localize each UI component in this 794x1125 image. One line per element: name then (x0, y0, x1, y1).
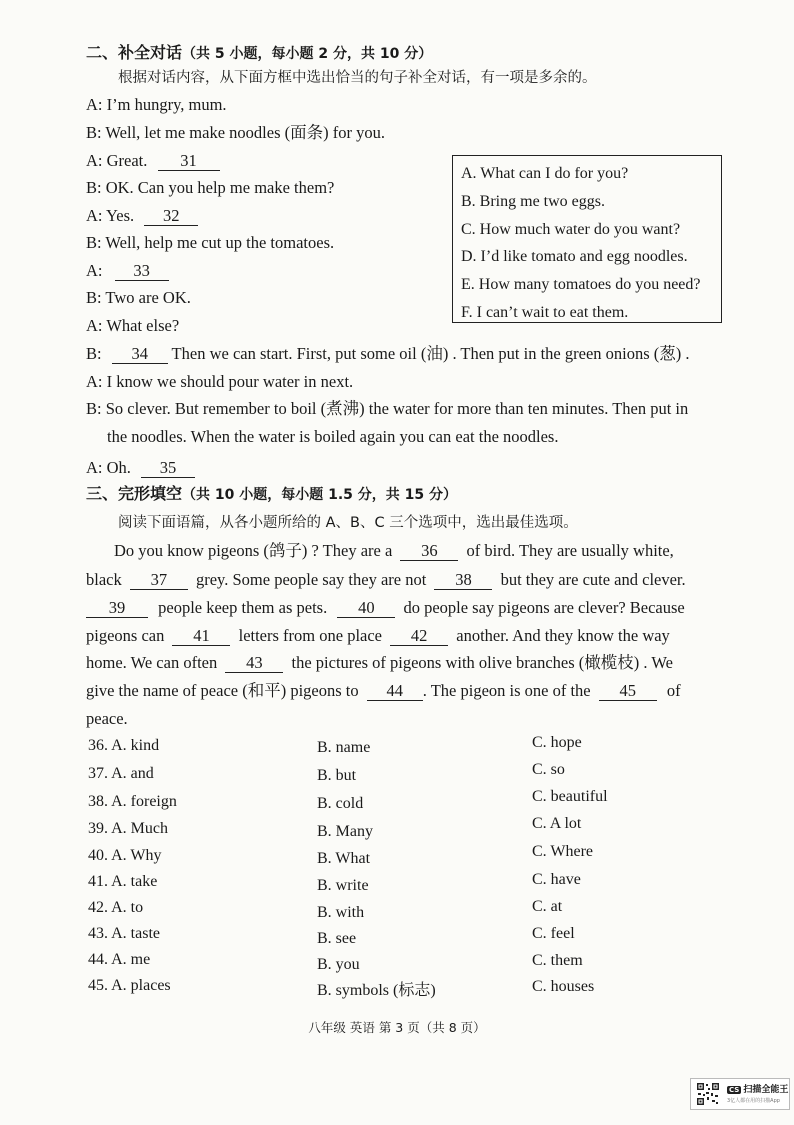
section3-head: 三、完形填空 (86, 484, 183, 503)
dialogue-text: A: Great. (86, 151, 148, 170)
answer-blank-38[interactable]: 38 (434, 571, 492, 590)
section3-note: （共 10 小题，每小题 1.5 分，共 15 分） (182, 487, 458, 503)
dialogue-text: Then we can start. First, put some oil (油) . Then put in the green onions (葱) . (171, 344, 690, 363)
question-option-a: 41. A. take (88, 873, 158, 890)
passage-text: give the name of peace (和平) pigeons to (86, 681, 359, 700)
box-option: E. How many tomatoes do you need? (461, 276, 701, 294)
question-option-c: C. so (532, 761, 565, 778)
section2-head: 二、补全对话 (86, 43, 183, 62)
answer-blank-43[interactable]: 43 (225, 654, 283, 673)
dialogue-line: B: Well, let me make noodles (面条) for you. (86, 123, 385, 142)
question-option-b: B. name (317, 739, 371, 756)
qr-code-icon (696, 1082, 720, 1106)
question-option-c: C. hope (532, 734, 582, 751)
question-option-c: C. A lot (532, 815, 582, 832)
passage-line (86, 652, 673, 674)
passage-line (114, 540, 674, 562)
dialogue-line (86, 343, 690, 365)
dialogue-line: B: Well, help me cut up the tomatoes. (86, 233, 335, 252)
scanner-title (727, 1082, 788, 1095)
answer-blank-37[interactable]: 37 (130, 571, 188, 590)
dialogue-text: A: (86, 261, 103, 280)
passage-text: people keep them as pets. (158, 598, 328, 617)
section3-title (86, 483, 457, 506)
question-option-a: 38. A. foreign (88, 793, 177, 810)
box-option: C. How much water do you want? (461, 220, 681, 238)
dialogue-line: B: OK. Can you help me make them? (86, 178, 335, 197)
question-option-a: 43. A. taste (88, 925, 160, 942)
passage-text: of (666, 681, 681, 700)
section2-note: （共 5 小题，每小题 2 分，共 10 分） (182, 46, 433, 62)
question-option-c: C. have (532, 871, 581, 888)
question-option-a: 42. A. to (88, 899, 144, 916)
section3-instruction: 阅读下面语篇，从各小题所给的 A、B、C 三个选项中，选出最佳选项。 (118, 515, 578, 531)
passage-text: but they are cute and clever. (500, 570, 686, 589)
question-option-a: 36. A. kind (88, 737, 160, 754)
answer-blank-34[interactable]: 34 (112, 345, 168, 364)
question-option-c: C. at (532, 898, 563, 915)
question-option-c: C. them (532, 952, 583, 969)
question-option-b: B. What (317, 850, 371, 867)
passage-text: of bird. They are usually white, (466, 541, 674, 560)
box-option: F. I can’t wait to eat them. (461, 303, 629, 321)
answer-blank-35[interactable]: 35 (141, 459, 195, 478)
dialogue-line (86, 205, 198, 227)
section2-title (86, 42, 432, 65)
dialogue-text: B: (86, 344, 102, 363)
passage-text: home. We can often (86, 653, 218, 672)
passage-text: do people say pigeons are clever? Because (403, 598, 685, 617)
question-option-a: 39. A. Much (88, 820, 168, 837)
scanner-title-text: 扫描全能王 (743, 1085, 789, 1095)
question-option-b: B. see (317, 930, 357, 947)
dialogue-text: A: Oh. (86, 458, 131, 477)
section2-instruction: 根据对话内容，从下面方框中选出恰当的句子补全对话，有一项是多余的。 (118, 70, 597, 86)
passage-line (86, 625, 670, 647)
answer-blank-36[interactable]: 36 (400, 542, 458, 561)
passage-line (86, 597, 685, 619)
question-option-a: 40. A. Why (88, 847, 162, 864)
passage-text: black (86, 570, 122, 589)
scanner-logo-badge: CS (729, 1086, 740, 1094)
passage-line (86, 569, 686, 591)
passage-line: peace. (86, 709, 128, 728)
dialogue-line (86, 457, 195, 479)
answer-blank-33[interactable]: 33 (115, 262, 169, 281)
dialogue-line: A: What else? (86, 316, 180, 335)
question-option-b: B. symbols (标志) (317, 982, 436, 999)
box-option: B. Bring me two eggs. (461, 192, 605, 210)
dialogue-line: A: I know we should pour water in next. (86, 372, 354, 391)
passage-line (86, 680, 681, 702)
question-option-c: C. Where (532, 843, 594, 860)
box-option: D. I’d like tomato and egg noodles. (461, 248, 688, 266)
box-option: A. What can I do for you? (461, 165, 629, 182)
question-option-a: 45. A. places (88, 977, 171, 994)
question-option-c: C. houses (532, 978, 595, 995)
scanner-subtitle: 3亿人都在用的扫描App (727, 1098, 780, 1104)
question-option-c: C. beautiful (532, 788, 608, 805)
question-option-b: B. you (317, 956, 360, 973)
question-option-b: B. write (317, 877, 369, 894)
answer-blank-44[interactable]: 44 (367, 682, 423, 701)
passage-text: grey. Some people say they are not (195, 570, 427, 589)
dialogue-text: A: Yes. (86, 206, 135, 225)
question-option-a: 44. A. me (88, 951, 151, 968)
dialogue-line: B: Two are OK. (86, 288, 191, 307)
answer-blank-39[interactable]: 39 (86, 599, 148, 618)
answer-blank-42[interactable]: 42 (390, 627, 448, 646)
passage-text: pigeons can (86, 626, 165, 645)
passage-text: . The pigeon is one of the (422, 681, 591, 700)
question-option-a: 37. A. and (88, 765, 154, 782)
dialogue-line: A: I’m hungry, mum. (86, 95, 227, 114)
page-footer: 八年级 英语 第 3 页（共 8 页） (308, 1020, 486, 1035)
passage-text: another. And they know the way (456, 626, 670, 645)
dialogue-line: B: So clever. But remember to boil (煮沸) the water for more than ten minutes. Then put in (86, 399, 689, 418)
dialogue-line (86, 150, 220, 172)
passage-text: the pictures of pigeons with olive branches (橄榄枝) . We (291, 653, 673, 672)
options-box (452, 155, 722, 323)
scanner-watermark (690, 1078, 790, 1110)
answer-blank-45[interactable]: 45 (599, 682, 657, 701)
question-option-c: C. feel (532, 925, 575, 942)
dialogue-line: the noodles. When the water is boiled again you can eat the noodles. (107, 427, 559, 446)
answer-blank-31[interactable]: 31 (158, 152, 220, 171)
question-option-b: B. cold (317, 795, 364, 812)
question-option-b: B. but (317, 767, 357, 784)
answer-blank-32[interactable]: 32 (144, 207, 198, 226)
answer-blank-41[interactable]: 41 (172, 627, 230, 646)
dialogue-line (86, 260, 169, 282)
answer-blank-40[interactable]: 40 (337, 599, 395, 618)
passage-text: Do you know pigeons (鸽子) ? They are a (114, 541, 393, 560)
passage-text: letters from one place (238, 626, 383, 645)
question-option-b: B. Many (317, 823, 373, 840)
question-option-b: B. with (317, 904, 365, 921)
